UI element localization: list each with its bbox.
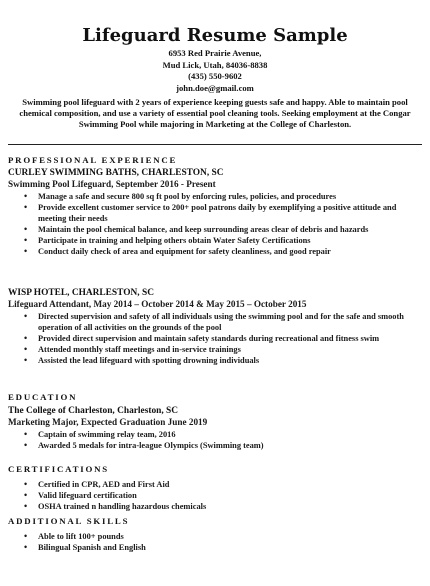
job-employer: WISP HOTEL, CHARLESTON, SC bbox=[8, 288, 154, 298]
list-item: • Directed supervision and safety of all individuals using the swimming pool and for the safe and smooth operation of all activities on the grounds of the pool bbox=[24, 311, 420, 333]
contact-phone: (435) 550-9602 bbox=[188, 71, 242, 82]
summary-paragraph: Swimming pool lifeguard with 2 years of experience keeping guests safe and happy. Able to maintain pool chemical composition, and use a variety of essential pool cleaning tools. Seeking employment at the Congar Swimming Pool while majoring in Marketing at the College of Charleston. bbox=[19, 97, 411, 129]
list-item: • Able to lift 100+ pounds bbox=[24, 531, 420, 542]
list-item: • Bilingual Spanish and English bbox=[24, 542, 420, 553]
skills-bullets bbox=[24, 531, 420, 553]
contact-block bbox=[0, 48, 430, 94]
list-item: • Valid lifeguard certification bbox=[24, 490, 420, 501]
list-item: • Provide excellent customer service to 200+ pool patrons daily by exemplifying a positive attitude and meeting their needs bbox=[24, 202, 420, 224]
school-name: The College of Charleston, Charleston, SC bbox=[8, 406, 179, 416]
list-item: • Participate in training and helping others obtain Water Safety Certifications bbox=[24, 235, 420, 246]
list-item: • Awarded 5 medals for intra-league Olympics (Swimming team) bbox=[24, 440, 420, 451]
list-item: • Provided direct supervision and maintain safety standards during recreational and fitness swim bbox=[24, 333, 420, 344]
experience-heading: PROFESSIONAL EXPERIENCE bbox=[8, 155, 178, 165]
job-employer: CURLEY SWIMMING BATHS, CHARLESTON, SC bbox=[8, 168, 224, 178]
skills-heading: ADDITIONAL SKILLS bbox=[8, 516, 130, 526]
section-divider bbox=[8, 144, 422, 145]
contact-city: Mud Lick, Utah, 84036-8838 bbox=[162, 59, 268, 70]
job-role: Swimming Pool Lifeguard, September 2016 - Present bbox=[8, 179, 216, 189]
list-item: • Captain of swimming relay team, 2016 bbox=[24, 429, 420, 440]
list-item: • OSHA trained n handling hazardous chemicals bbox=[24, 501, 420, 512]
contact-address: 6953 Red Prairie Avenue, bbox=[168, 48, 262, 58]
job-bullets bbox=[24, 191, 420, 257]
resume-title: Lifeguard Resume Sample bbox=[82, 25, 348, 46]
list-item: • Conduct daily check of area and equipment for safety cleanliness, and good repair bbox=[24, 246, 420, 257]
education-bullets bbox=[24, 429, 420, 451]
job-bullets bbox=[24, 311, 420, 366]
list-item: • Attended monthly staff meetings and in-service trainings bbox=[24, 344, 420, 355]
certifications-bullets bbox=[24, 479, 420, 512]
certifications-heading: CERTIFICATIONS bbox=[8, 464, 109, 474]
list-item: • Assisted the lead lifeguard with spotting drowning individuals bbox=[24, 355, 420, 366]
education-heading: EDUCATION bbox=[8, 392, 78, 402]
contact-email: john.doe@gmail.com bbox=[176, 82, 254, 93]
list-item: • Manage a safe and secure 800 sq ft pool by enforcing rules, policies, and procedures bbox=[24, 191, 420, 202]
list-item: • Maintain the pool chemical balance, and keep surrounding areas clear of debris and hazards bbox=[24, 224, 420, 235]
job-role: Lifeguard Attendant, May 2014 – October 2014 & May 2015 – October 2015 bbox=[8, 299, 307, 309]
list-item: • Certified in CPR, AED and First Aid bbox=[24, 479, 420, 490]
degree-line: Marketing Major, Expected Graduation June 2019 bbox=[8, 417, 208, 427]
